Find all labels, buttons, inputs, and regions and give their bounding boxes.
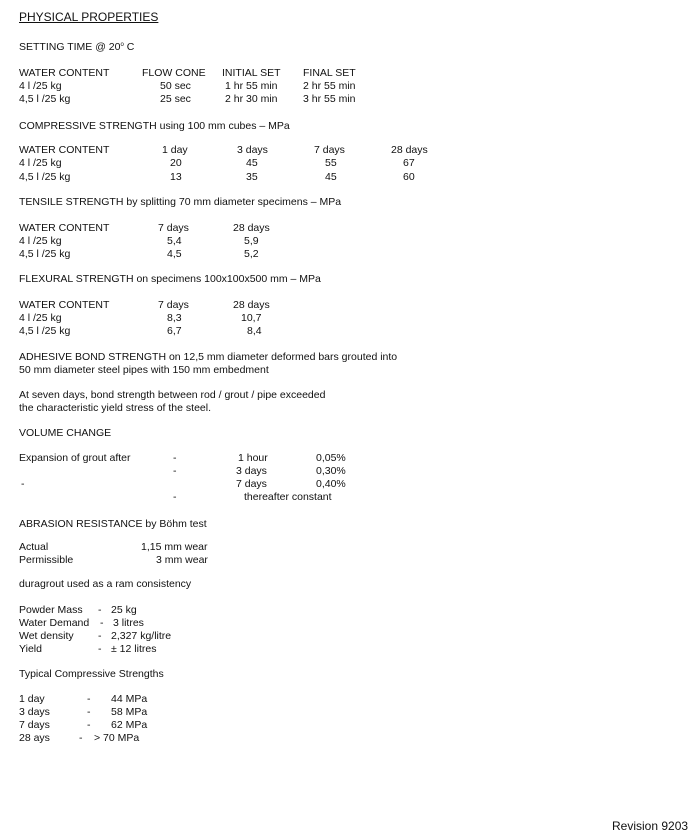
volume-row4-dash: - (173, 491, 177, 503)
tensile-heading: TENSILE STRENGTH by splitting 70 mm diameter specimens – MPa (19, 196, 342, 208)
setting-header-flow: FLOW CONE (142, 67, 206, 79)
adhesive-heading-line2: 50 mm diameter steel pipes with 150 mm embedment (19, 364, 269, 376)
flexural-row2-water: 4,5 l /25 kg (19, 325, 71, 337)
tensile-row2-water: 4,5 l /25 kg (19, 248, 71, 260)
flexural-header-28days: 28 days (233, 299, 270, 311)
adhesive-note-line1: At seven days, bond strength between rod / grout / pipe exceeded (19, 389, 326, 401)
mix-yield-label: Yield (19, 643, 42, 655)
tensile-row1-7days: 5,4 (167, 235, 182, 247)
mix-water-value: 3 litres (113, 617, 144, 629)
compressive-row1-3days: 45 (246, 157, 258, 169)
compressive-row2-7days: 45 (325, 171, 337, 183)
flexural-row1-water: 4 l /25 kg (19, 312, 62, 324)
volume-row1-dash: - (173, 452, 177, 464)
flexural-row1-28days: 10,7 (241, 312, 262, 324)
typical-row3-age: 7 days (19, 719, 50, 731)
setting-header-final: FINAL SET (303, 67, 356, 79)
setting-row1-water: 4 l /25 kg (19, 80, 62, 92)
compressive-row2-water: 4,5 l /25 kg (19, 171, 71, 183)
compressive-row2-3days: 35 (246, 171, 258, 183)
setting-time-heading-text: SETTING TIME @ 20 (19, 41, 121, 53)
compressive-row1-1day: 20 (170, 157, 182, 169)
typical-row2-value: 58 MPa (111, 706, 148, 718)
abrasion-permissible-label: Permissible (19, 554, 74, 566)
volume-row4-time: thereafter constant (244, 491, 332, 503)
tensile-row1-28days: 5,9 (244, 235, 259, 247)
flexural-header-water: WATER CONTENT (19, 299, 110, 311)
volume-row1-time: 1 hour (238, 452, 268, 464)
volume-row1-value: 0,05% (316, 452, 346, 464)
mix-water-label: Water Demand (19, 617, 90, 629)
volume-row2-dash: - (173, 465, 177, 477)
compressive-header-28days: 28 days (391, 144, 428, 156)
volume-row2-time: 3 days (236, 465, 267, 477)
compressive-row1-28days: 67 (403, 157, 415, 169)
volume-change-label: Expansion of grout after (19, 452, 131, 464)
volume-change-heading: VOLUME CHANGE (19, 427, 112, 439)
abrasion-heading: ABRASION RESISTANCE by Böhm test (19, 518, 207, 530)
setting-row2-water: 4,5 l /25 kg (19, 93, 71, 105)
revision-number: Revision 9203 (612, 819, 689, 833)
setting-row1-final: 2 hr 55 min (303, 80, 356, 92)
mix-powder-dash: - (98, 604, 102, 616)
setting-header-initial: INITIAL SET (222, 67, 281, 79)
consistency-note: duragrout used as a ram consistency (19, 578, 192, 590)
volume-row3-value: 0,40% (316, 478, 346, 490)
volume-row3-dash: - (21, 478, 25, 490)
typical-row4-value: > 70 MPa (94, 732, 140, 744)
flexural-heading: FLEXURAL STRENGTH on specimens 100x100x500 mm – MPa (19, 273, 321, 285)
mix-water-dash: - (100, 617, 104, 629)
tensile-row2-7days: 4,5 (167, 248, 182, 260)
flexural-row1-7days: 8,3 (167, 312, 182, 324)
compressive-header-water: WATER CONTENT (19, 144, 110, 156)
volume-row3-time: 7 days (236, 478, 267, 490)
tensile-header-water: WATER CONTENT (19, 222, 110, 234)
abrasion-actual-value: 1,15 mm wear (141, 541, 208, 553)
mix-density-dash: - (98, 630, 102, 642)
typical-row1-age: 1 day (19, 693, 45, 705)
mix-density-value: 2,327 kg/litre (111, 630, 172, 642)
mix-powder-value: 25 kg (111, 604, 137, 616)
setting-time-heading-unit: C (123, 41, 135, 53)
tensile-row2-28days: 5,2 (244, 248, 259, 260)
typical-heading: Typical Compressive Strengths (19, 668, 164, 680)
compressive-heading: COMPRESSIVE STRENGTH using 100 mm cubes – MPa (19, 120, 290, 132)
mix-powder-label: Powder Mass (19, 604, 83, 616)
flexural-header-7days: 7 days (158, 299, 189, 311)
setting-row1-initial: 1 hr 55 min (225, 80, 278, 92)
compressive-header-1day: 1 day (162, 144, 188, 156)
typical-row1-dash: - (87, 693, 91, 705)
typical-row4-dash: - (79, 732, 83, 744)
setting-row2-flow: 25 sec (160, 93, 191, 105)
setting-time-heading (19, 41, 134, 54)
typical-row2-age: 3 days (19, 706, 50, 718)
setting-row2-initial: 2 hr 30 min (225, 93, 278, 105)
typical-row3-value: 62 MPa (111, 719, 148, 731)
compressive-row2-28days: 60 (403, 171, 415, 183)
adhesive-heading-line1: ADHESIVE BOND STRENGTH on 12,5 mm diameter deformed bars grouted into (19, 351, 398, 363)
degree-superscript: o (120, 42, 124, 48)
compressive-header-3days: 3 days (237, 144, 268, 156)
compressive-row1-water: 4 l /25 kg (19, 157, 62, 169)
mix-yield-value: ± 12 litres (111, 643, 157, 655)
abrasion-permissible-value: 3 mm wear (156, 554, 208, 566)
typical-row4-age: 28 ays (19, 732, 50, 744)
compressive-row2-1day: 13 (170, 171, 182, 183)
flexural-row2-28days: 8,4 (247, 325, 262, 337)
adhesive-note-line2: the characteristic yield stress of the steel. (19, 402, 211, 414)
mix-yield-dash: - (98, 643, 102, 655)
typical-row2-dash: - (87, 706, 91, 718)
tensile-header-7days: 7 days (158, 222, 189, 234)
compressive-header-7days: 7 days (314, 144, 345, 156)
page-title: PHYSICAL PROPERTIES (19, 10, 159, 24)
setting-row1-flow: 50 sec (160, 80, 191, 92)
setting-header-water: WATER CONTENT (19, 67, 110, 79)
volume-row2-value: 0,30% (316, 465, 346, 477)
typical-row3-dash: - (87, 719, 91, 731)
typical-row1-value: 44 MPa (111, 693, 148, 705)
setting-row2-final: 3 hr 55 min (303, 93, 356, 105)
compressive-row1-7days: 55 (325, 157, 337, 169)
tensile-row1-water: 4 l /25 kg (19, 235, 62, 247)
mix-density-label: Wet density (19, 630, 74, 642)
abrasion-actual-label: Actual (19, 541, 49, 553)
tensile-header-28days: 28 days (233, 222, 270, 234)
flexural-row2-7days: 6,7 (167, 325, 182, 337)
